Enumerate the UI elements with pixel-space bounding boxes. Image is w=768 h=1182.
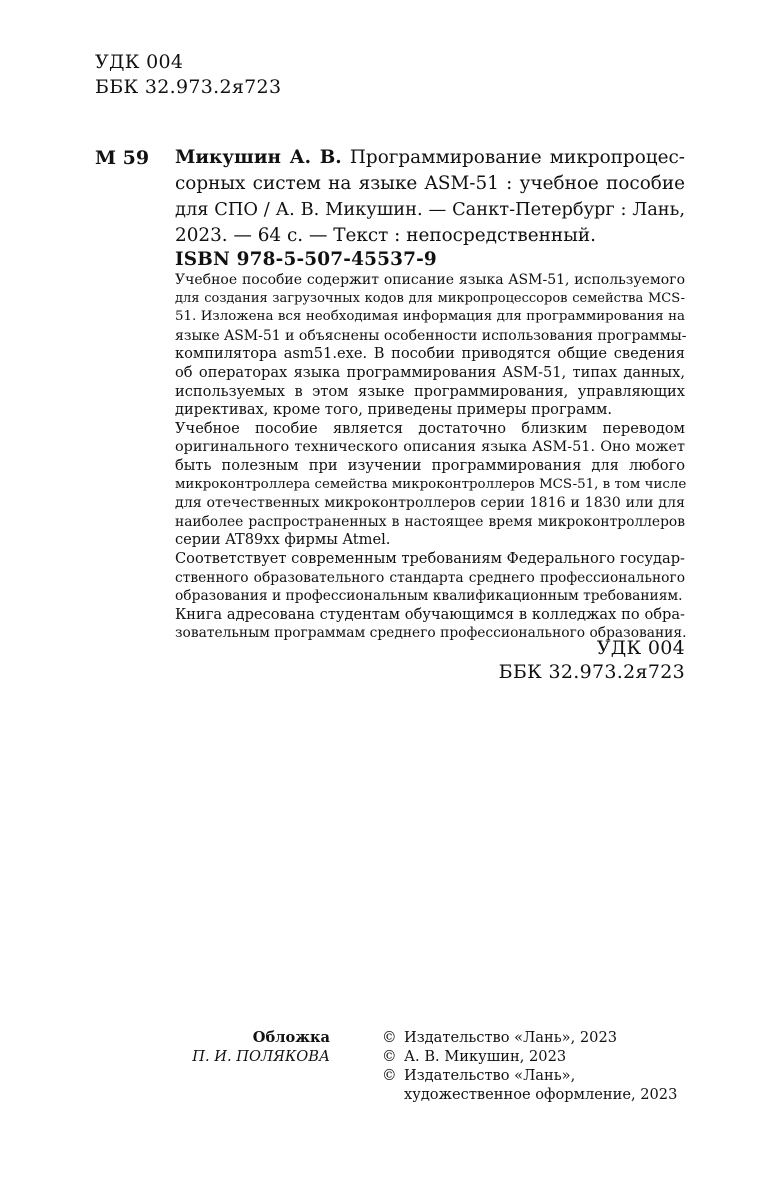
abstract-line: Учебное пособие является достаточно близким переводом [175,419,685,437]
cover-label: Обложка [252,1029,330,1046]
bib-line [175,145,685,171]
bib-line [175,171,685,197]
abstract-line: компилятора asm51.exe. В пособии приводятся общие сведения [175,345,685,363]
bbk-code: ББК 32.973.2я723 [498,661,685,683]
copyright-row [382,1066,692,1104]
abstract-line: Соответствует современным требованиям Федерального государ- [175,549,685,567]
bib-text: сорных систем на языке ASM-51 : учебное пособие [175,173,685,194]
classification-bottom [400,636,685,684]
copyright-text: художественное оформление, 2023 [404,1086,678,1103]
bib-text: 2023. — 64 с. — Текст : непосредственный. [175,225,596,246]
copyright-icon: © [382,1029,397,1046]
abstract [175,271,685,643]
abstract-line: для отечественных микроконтроллеров серии 1816 и 1830 или для [175,495,685,512]
copyright-icon: © [382,1048,397,1065]
copyright-block [382,1028,692,1104]
author-mark: М 59 [95,147,150,169]
abstract-line: ственного образовательного стандарта среднего профессионального [175,569,685,586]
abstract-line: микроконтроллера семейства микроконтроллеров MCS-51, в том числе [175,476,687,492]
isbn: ISBN 978-5-507-45537-9 [175,249,437,270]
bib-line [175,197,685,223]
bbk-code: ББК 32.973.2я723 [95,76,282,98]
copyright-icon: © [382,1067,397,1084]
abstract-line: используемых в этом языке программирования, управляющих [175,382,685,400]
bib-line [175,223,685,249]
udk-code: УДК 004 [596,637,685,659]
copyright-text: Издательство «Лань», [404,1067,576,1084]
abstract-line: 51. Изложена вся необходимая информация для программирования на [175,309,685,325]
classification-top [95,50,281,100]
abstract-line: серии AT89xx фирмы Atmel. [175,531,391,549]
abstract-line: быть полезным при изучении программирования для любого [175,456,685,474]
udk-code: УДК 004 [95,51,184,73]
abstract-line: директивах, кроме того, приведены примеры программ. [175,401,613,419]
copyright-text: Издательство «Лань», 2023 [404,1029,618,1046]
abstract-line: для создания загрузочных кодов для микропроцессоров семейства MCS- [175,290,685,306]
abstract-line: наиболее распространенных в настоящее время микроконтроллеров [175,513,685,530]
abstract-line: Книга адресована студентам обучающимся в колледжах по обра- [175,605,685,623]
abstract-line: оригинального технического описания языка ASM-51. Оно может [175,439,685,456]
author-name: Микушин А. В. [175,147,342,168]
abstract-line: образования и профессиональным квалификационным требованиям. [175,588,683,605]
abstract-line: зовательным программам среднего профессионального образования. [175,625,687,642]
bib-text: Программирование микропроцес- [341,147,685,168]
abstract-line: об операторах языка программирования ASM-51, типах данных, [175,363,685,381]
abstract-line: языке ASM-51 и объяснены особенности использования программы- [175,327,687,344]
bibliographic-description [175,145,685,249]
copyright-row [382,1047,692,1066]
bib-text: для СПО / А. В. Микушин. — Санкт-Петербург : Лань, [175,199,685,220]
abstract-line: Учебное пособие содержит описание языка ASM-51, используемого [175,272,685,288]
copyright-text: А. В. Микушин, 2023 [404,1048,567,1065]
cover-artist: П. И. ПОЛЯКОВА [192,1048,330,1065]
copyright-row [382,1028,692,1047]
cover-credit [100,1028,330,1066]
